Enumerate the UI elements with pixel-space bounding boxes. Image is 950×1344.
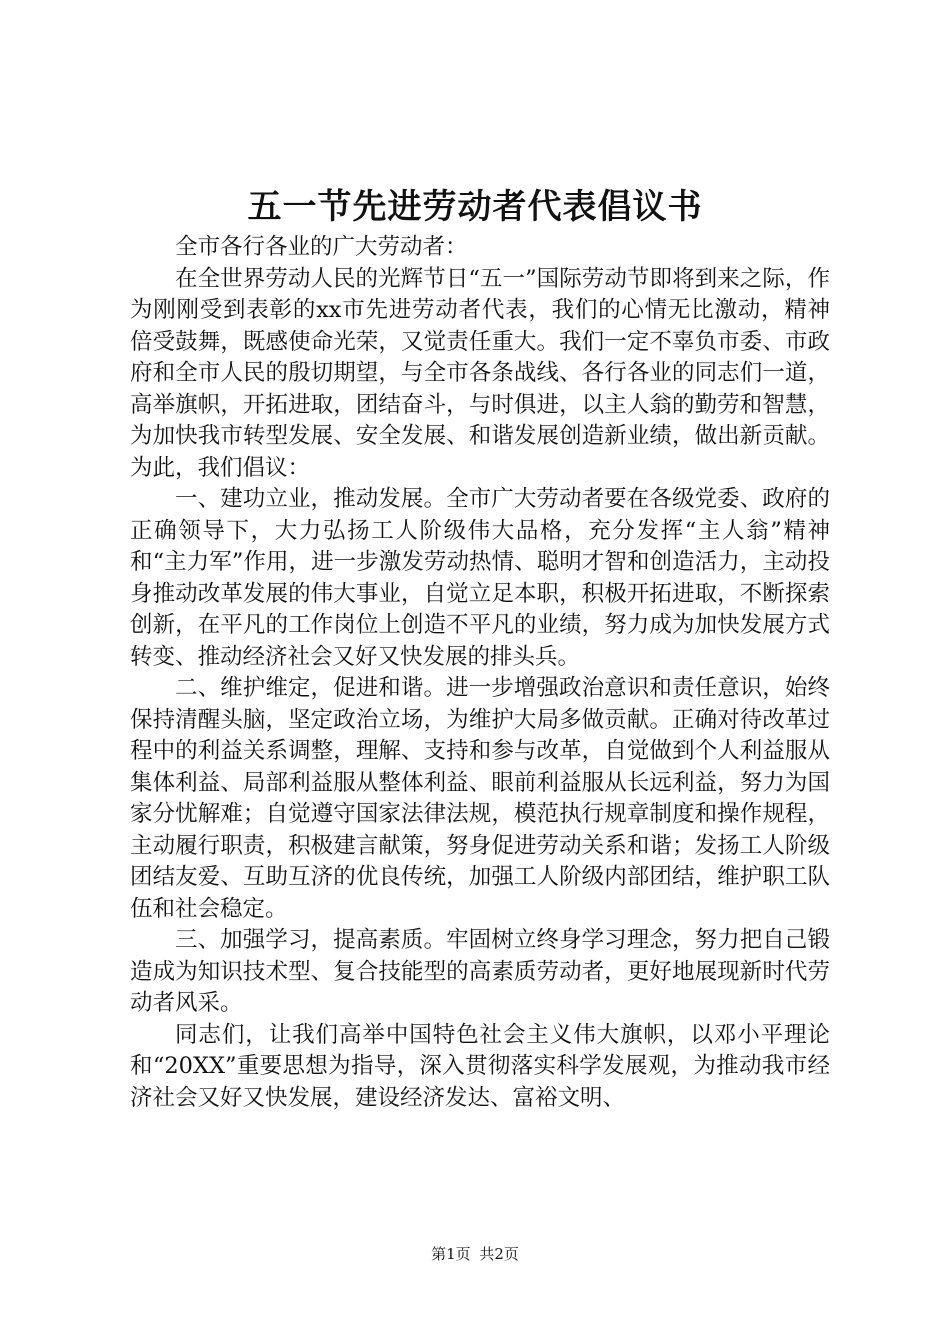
proposal-three-paragraph: 三、加强学习，提高素质。牢固树立终身学习理念，努力把自己锻造成为知识技术型、复合技能型的高素质劳动者，更好地展现新时代劳动者风采。 (130, 927, 830, 1016)
document-title: 五一节先进劳动者代表倡议书 (247, 187, 703, 227)
document-body (130, 232, 830, 1114)
proposal-one-paragraph: 一、建功立业，推动发展。全市广大劳动者要在各级党委、政府的正确领导下，大力弘扬工人阶级伟大品格，充分发挥“主人翁”精神和“主力军”作用，进一步激发劳动热情、聪明才智和创造活力，主动投身推动改革发展的伟大事业，自觉立足本职，积极开拓进取，不断探索创新，在平凡的工作岗位上创造不平凡的业绩，努力成为加快发展方式转变、推动经济社会又好又快发展的排头兵。 (130, 486, 830, 670)
closing-paragraph: 同志们，让我们高举中国特色社会主义伟大旗帜，以邓小平理论和“20XX”重要思想为指导，深入贯彻落实科学发展观，为推动我市经济社会又好又快发展，建设经济发达、富裕文明、 (130, 1021, 830, 1111)
intro-paragraph: 在全世界劳动人民的光辉节日“五一”国际劳动节即将到来之际，作为刚刚受到表彰的xx市先进劳动者代表，我们的心情无比激动，精神倍受鼓舞，既感使命光荣，又觉责任重大。我们一定不辜负市委、市政府和全市人民的殷切期望，与全市各条战线、各行各业的同志们一道，高举旗帜，开拓进取，团结奋斗，与时俱进，以主人翁的勤劳和智慧，为加快我市转型发展、安全发展、和谐发展创造新业绩，做出新贡献。为此，我们倡议： (130, 265, 830, 481)
page-footer (0, 1244, 950, 1264)
proposal-two-paragraph: 二、维护维定，促进和谐。进一步增强政治意识和责任意识，始终保持清醒头脑，坚定政治立场，为维护大局多做贡献。正确对待改革过程中的利益关系调整，理解、支持和参与改革，自觉做到个人利益服从集体利益、局部利益服从整体利益、眼前利益服从长远利益，努力为国家分忧解难；自觉遵守国家法律法规，模范执行规章制度和操作规程，主动履行职责，积极建言献策，努身促进劳动关系和谐；发扬工人阶级团结友爱、互助互济的优良传统，加强工人阶级内部团结，维护职工队伍和社会稳定。 (130, 675, 830, 922)
page-number: 第1页 (431, 1245, 471, 1263)
salutation-paragraph: 全市各行各业的广大劳动者： (175, 234, 468, 260)
page-total: 共2页 (479, 1245, 519, 1263)
